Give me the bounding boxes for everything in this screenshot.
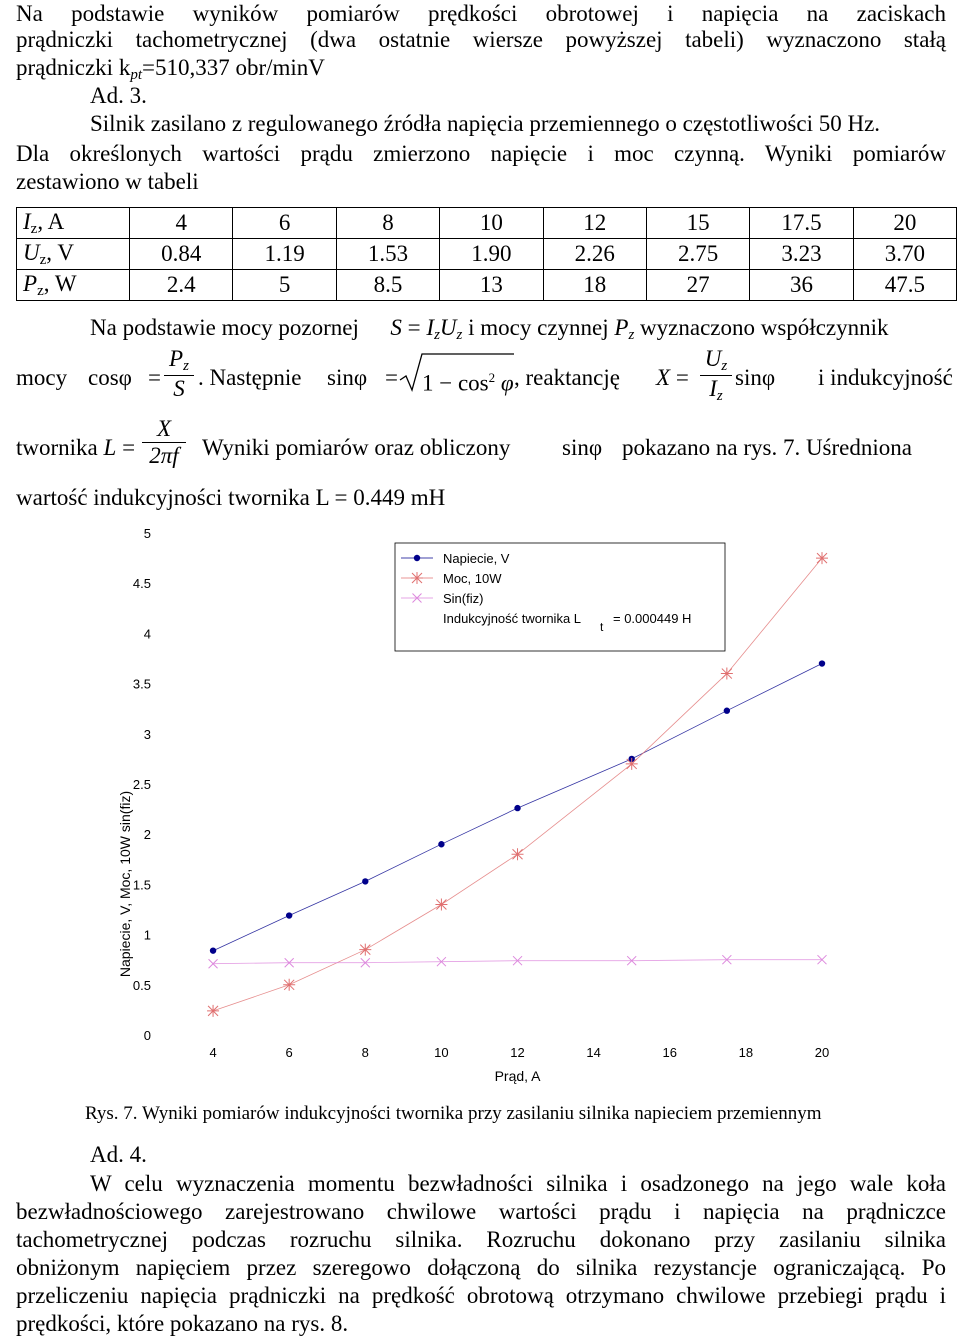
row-unit: , V bbox=[46, 239, 74, 265]
row-symbol: U bbox=[23, 239, 40, 265]
fraction-X-over-2pif bbox=[142, 416, 186, 469]
text-span: wyznaczono współczynnik bbox=[640, 315, 889, 340]
paragraph-line: Silnik zasilano z regulowanego źródła napięcia przemiennego o częstotliwości 50 Hz. bbox=[90, 111, 881, 136]
subscript: z bbox=[37, 282, 44, 299]
table-cell: 1.53 bbox=[336, 239, 439, 270]
y-tick-label: 3 bbox=[143, 726, 151, 742]
y-tick-label: 4 bbox=[143, 626, 151, 642]
text-span: . Następnie bbox=[198, 365, 302, 390]
data-point bbox=[210, 947, 216, 953]
data-point bbox=[286, 912, 292, 918]
math-symbol: I bbox=[709, 376, 717, 401]
table-cell: 12 bbox=[543, 208, 646, 239]
fraction-P-over-S bbox=[164, 346, 194, 402]
legend-label: Sin(fiz) bbox=[443, 591, 484, 606]
text-span: pokazano na rys. 7. Uśredniona bbox=[622, 435, 912, 460]
subscript: pt bbox=[130, 67, 142, 83]
paragraph-line: zestawiono w tabeli bbox=[16, 169, 199, 194]
table-cell: 1.90 bbox=[440, 239, 543, 270]
y-tick-label: 0 bbox=[143, 1028, 151, 1043]
paragraph-line bbox=[16, 1226, 946, 1254]
data-point bbox=[411, 572, 423, 584]
x-tick-label: 6 bbox=[285, 1045, 293, 1060]
row-header bbox=[17, 239, 130, 270]
legend-note-value: = 0.000449 H bbox=[613, 611, 692, 626]
x-axis-label: Prąd, A bbox=[494, 1068, 541, 1084]
math-symbol: U bbox=[439, 315, 457, 340]
math-symbol: S bbox=[390, 315, 402, 340]
row-header bbox=[17, 208, 130, 239]
table-cell: 13 bbox=[440, 270, 543, 301]
data-point bbox=[724, 708, 730, 714]
row-unit: , A bbox=[37, 208, 65, 234]
row-header bbox=[17, 270, 130, 301]
table-cell: 15 bbox=[646, 208, 749, 239]
table-cell: 18 bbox=[543, 270, 646, 301]
text-span: Na podstawie wyników pomiarów prędkości obrotowej i napięcia na zaciskach bbox=[16, 1, 946, 26]
row-unit: , W bbox=[43, 270, 77, 296]
chart bbox=[110, 518, 850, 1088]
math-symbol: = bbox=[148, 365, 161, 390]
y-tick-label: 1.5 bbox=[132, 877, 151, 893]
text-span: =510,337 obr/minV bbox=[142, 55, 325, 80]
table-cell: 1.19 bbox=[233, 239, 336, 270]
table-row bbox=[17, 239, 957, 270]
table-cell: 0.84 bbox=[130, 239, 233, 270]
paragraph-line bbox=[16, 0, 946, 28]
text-span: twornika bbox=[16, 435, 98, 460]
row-symbol: I bbox=[23, 208, 31, 234]
paragraph-line bbox=[16, 1282, 946, 1310]
paragraph-line bbox=[16, 140, 946, 168]
math-symbol: 2πf bbox=[149, 443, 179, 468]
math-symbol: P bbox=[614, 315, 629, 340]
y-tick-label: 4.5 bbox=[132, 576, 151, 592]
text-span: bezwładnościowego zarejestrowano chwilowe wartości prądu i napięcia na prądniczce bbox=[16, 1199, 946, 1224]
y-axis-label: Napiecie, V, Moc, 10W sin(fiz) bbox=[117, 790, 133, 978]
table-row bbox=[17, 208, 957, 239]
text-span: mocy bbox=[16, 365, 68, 390]
table-cell: 36 bbox=[750, 270, 853, 301]
data-point bbox=[626, 758, 638, 770]
data-point bbox=[435, 898, 447, 910]
subscript: z bbox=[456, 327, 463, 343]
text-span: prądniczki tachometrycznej (dwa ostatnie wiersze powyższej tabeli) wyznaczono stałą bbox=[16, 27, 946, 52]
data-point bbox=[514, 805, 520, 811]
text-span: i indukcyjność bbox=[818, 365, 953, 390]
text-span: 1 − cos bbox=[422, 370, 489, 396]
table-cell: 6 bbox=[233, 208, 336, 239]
section-heading: Ad. 3. bbox=[90, 83, 147, 108]
table-cell: 8.5 bbox=[336, 270, 439, 301]
legend-note: Indukcyjność twornika L bbox=[443, 611, 582, 626]
x-tick-label: 16 bbox=[662, 1045, 677, 1060]
table-cell: 5 bbox=[233, 270, 336, 301]
y-tick-label: 2 bbox=[143, 827, 151, 843]
table-cell: 4 bbox=[130, 208, 233, 239]
paragraph-line bbox=[16, 1254, 946, 1282]
x-tick-label: 12 bbox=[510, 1045, 525, 1060]
text-span: W celu wyznaczenia momentu bezwładności silnika i osadzonego na jego wale koła bbox=[90, 1171, 946, 1196]
subscript: z bbox=[716, 388, 723, 404]
x-tick-label: 10 bbox=[434, 1045, 449, 1060]
paragraph-line: wartość indukcyjności twornika L = 0.449 mH bbox=[16, 485, 446, 510]
math-symbol: sinφ bbox=[327, 365, 368, 390]
table-cell: 2.75 bbox=[646, 239, 749, 270]
legend-label: Moc, 10W bbox=[443, 571, 502, 586]
text-span: , reaktancję bbox=[514, 365, 620, 390]
paragraph-line bbox=[16, 1198, 946, 1226]
y-tick-label: 0.5 bbox=[132, 977, 151, 993]
paragraph-line bbox=[16, 26, 946, 54]
paragraph-line bbox=[90, 1170, 946, 1198]
table-row bbox=[17, 270, 957, 301]
math-symbol: X bbox=[156, 416, 172, 441]
x-tick-label: 20 bbox=[814, 1045, 830, 1060]
math-symbol: sinφ bbox=[735, 365, 776, 390]
y-tick-label: 3.5 bbox=[132, 676, 151, 692]
data-point bbox=[207, 1005, 219, 1017]
subscript: z bbox=[434, 327, 440, 343]
text-span: Dla określonych wartości prądu zmierzono napięcie i moc czynną. Wyniki pomiarów bbox=[16, 141, 946, 166]
subscript: z bbox=[30, 220, 38, 237]
math-symbol: S bbox=[173, 376, 185, 401]
math-symbol: cosφ bbox=[88, 365, 132, 390]
y-tick-label: 5 bbox=[143, 526, 151, 541]
x-tick-label: 14 bbox=[586, 1045, 601, 1060]
formula-line-1 bbox=[90, 314, 946, 349]
data-point bbox=[816, 552, 828, 564]
data-point bbox=[512, 848, 524, 860]
superscript: 2 bbox=[488, 370, 496, 385]
subscript: z bbox=[721, 358, 728, 374]
table-cell: 8 bbox=[336, 208, 439, 239]
subscript: z bbox=[39, 251, 47, 268]
math-symbol: I bbox=[426, 315, 435, 340]
math-symbol: L bbox=[103, 435, 117, 460]
data-point bbox=[721, 668, 733, 680]
table-cell: 2.26 bbox=[543, 239, 646, 270]
x-tick-label: 18 bbox=[738, 1045, 754, 1060]
data-point bbox=[283, 979, 295, 991]
data-point bbox=[438, 841, 444, 847]
table-cell: 2.4 bbox=[130, 270, 233, 301]
legend-note-subscript: t bbox=[600, 620, 604, 634]
measurement-table bbox=[16, 207, 957, 301]
math-symbol: = bbox=[407, 315, 421, 340]
text-span: Na podstawie mocy pozornej bbox=[90, 315, 359, 340]
figure-caption: Rys. 7. Wyniki pomiarów indukcyjności twornika przy zasilaniu silnika napieciem przemiennym bbox=[85, 1103, 822, 1124]
x-tick-label: 8 bbox=[361, 1045, 369, 1060]
y-tick-label: 1 bbox=[143, 927, 151, 943]
data-point bbox=[359, 944, 371, 956]
math-symbol: φ bbox=[500, 370, 514, 396]
row-symbol: P bbox=[23, 270, 38, 296]
math-symbol: sinφ bbox=[562, 435, 603, 460]
subscript: z bbox=[183, 358, 189, 374]
table-cell: 17.5 bbox=[750, 208, 853, 239]
math-symbol: = bbox=[675, 365, 689, 390]
fraction-U-over-I bbox=[700, 346, 732, 405]
data-point bbox=[819, 660, 825, 666]
paragraph-line: prędkości, które pokazano na rys. 8. bbox=[16, 1311, 349, 1336]
table-cell: 3.70 bbox=[853, 239, 956, 270]
legend-label: Napiecie, V bbox=[443, 551, 510, 566]
y-tick-label: 2.5 bbox=[132, 777, 151, 792]
table-cell: 3.23 bbox=[750, 239, 853, 270]
text-span: Wyniki pomiarów oraz obliczony bbox=[202, 435, 511, 460]
x-tick-label: 4 bbox=[209, 1045, 217, 1060]
subscript: z bbox=[628, 327, 635, 343]
math-symbol: P bbox=[169, 346, 184, 371]
math-symbol: X bbox=[656, 365, 671, 390]
table-cell: 27 bbox=[646, 270, 749, 301]
math-symbol: = bbox=[122, 435, 136, 460]
data-point bbox=[414, 555, 420, 561]
text-span: i mocy czynnej bbox=[468, 315, 609, 340]
text-span: obniżonym napięciem przez szeregowo dołączoną do silnika rezystancje ograniczającą. Po bbox=[16, 1255, 946, 1280]
math-symbol: = bbox=[385, 365, 398, 390]
table-cell: 47.5 bbox=[853, 270, 956, 301]
table-cell: 10 bbox=[440, 208, 543, 239]
table-cell: 20 bbox=[853, 208, 956, 239]
text-span: tachometrycznej podczas rozruchu silnika. Rozruchu dokonano przy zasilaniu silnika bbox=[16, 1227, 946, 1252]
text-span: przeliczeniu napięcia prądniczki na prędkość obrotową otrzymano chwilowe przebiegi prądu i bbox=[16, 1283, 946, 1308]
math-symbol: U bbox=[704, 346, 722, 371]
data-point bbox=[362, 878, 368, 884]
text-span: prądniczki k bbox=[16, 55, 131, 80]
section-heading: Ad. 4. bbox=[90, 1142, 147, 1167]
